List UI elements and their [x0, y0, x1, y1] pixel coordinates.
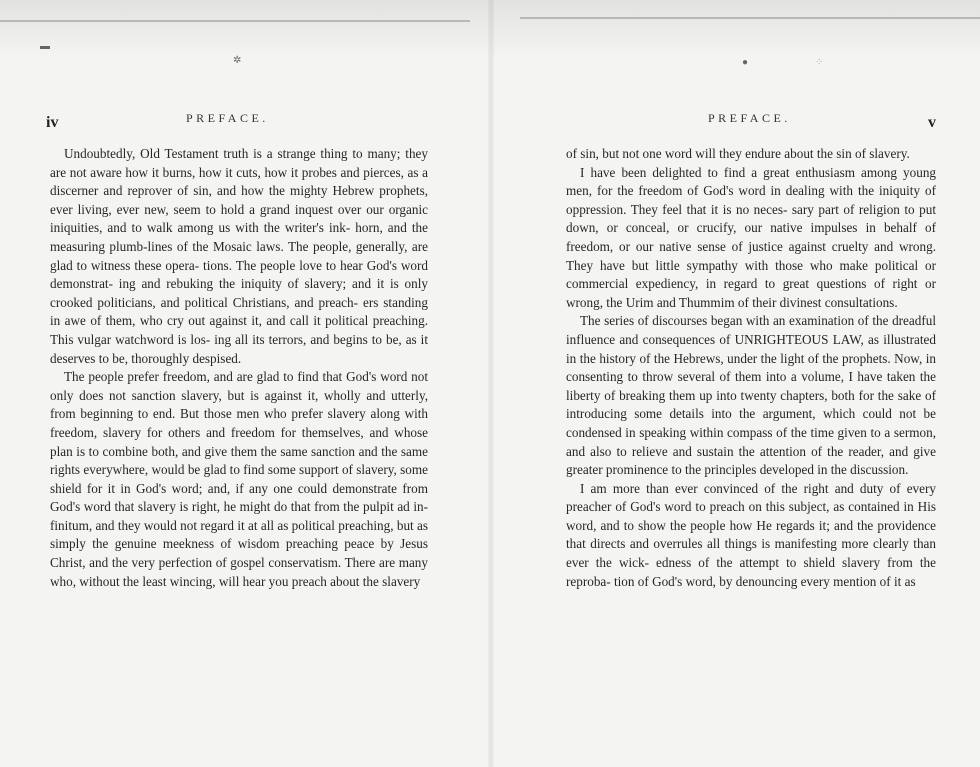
paragraph: I am more than ever convinced of the right and duty of every preacher of God's word to preach on this subject, as contained in His word, and to show the people how He regards it; and the providence that directs and overrules all things is manifesting more clearly than ever the wick- edness of the attempt to shield slavery from the reproba- tion of God's word, by denouncing every mention of it as [566, 480, 936, 589]
page-number: iv [46, 114, 59, 131]
body-text [566, 145, 936, 591]
body-text [50, 145, 428, 591]
scan-speck: ▬ [40, 41, 50, 52]
paragraph: The series of discourses began with an examination of the dreadful influence and consequences of UNRIGHTEOUS LAW, as illustrated in the history of the Hebrews, under the light of the prophets. Now, in consenting to throw several of them into a volume, I have taken the liberty of breaking them up into twenty chapters, both for the sake of introducing some details into the argument, which could not be condensed in speaking within compass of the time given to a sermon, and also to relieve and sustain the attention of the reader, and give greater prominence to the principles developed in the discussion. [566, 313, 937, 478]
paragraph: The people prefer freedom, and are glad to find that God's word not only does not sanction slavery, but is against it, wholly and utterly, from beginning to end. But those men who prefer slavery along with freedom, slavery for others and freedom for themselves, and whose plan is to combine both, and give them the same sanction and the same rights everywhere, would be glad to find some support of slavery, some shield for it in God's word; and, if any one could demonstrate from God's word that slavery is right, he might do that from the pulpit ad in- finitum, and they would not regard it at all as political preaching, but as simply the genuine meekness of wisdom preaching peace by Jesus Christ, and the very perfection of gospel conservatism. There are many who, without the least wincing, will hear you preach about the slavery [50, 369, 429, 589]
paragraph: I have been delighted to find a great enthusiasm among young men, for the freedom of God's word in dealing with the iniquity of oppression. They feel that it is no neces- sary part of religion to put down, or conceal, or crucify, our native impulses in behalf of freedom, or our native sense of justice against cruelty and wrong. They have but little sympathy with those who make political or commercial expediency, in regard to great questions of right or wrong, the Urim and Thummim of their divinest consultations. [566, 164, 937, 310]
scan-speck: ⁘ [815, 57, 824, 68]
page-number: v [928, 114, 936, 131]
scan-speck: ● [742, 57, 749, 68]
right-page [492, 0, 980, 767]
running-header: PREFACE. [186, 111, 269, 125]
paragraph: Undoubtedly, Old Testament truth is a strange thing to many; they are not aware how it burns, how it cuts, how it probes and pierces, as a discerner and reprover of sin, and how the mighty Hebrew prophets, ever living, ever new, seem to hold a grand inquest over our organic iniquities, and to walk among us with the writer's ink- horn, and the measuring plumb-lines of the Mosaic laws. The people, generally, are glad to witness these opera- tions. The people love to hear God's word demonstrat- ing and rebuking the iniquity of slavery; and it is only crooked politicians, and political Christians, and preach- ers standing in awe of them, who cry out against it, and call it political preaching. This vulgar watchword is los- ing all its terrors, and begins to be, as it deserves to be, thoroughly despised. [50, 146, 429, 366]
paragraph: of sin, but not one word will they endure about the sin of slavery. [566, 146, 910, 161]
scan-speck: ✲ [233, 55, 242, 66]
running-header: PREFACE. [708, 111, 791, 125]
